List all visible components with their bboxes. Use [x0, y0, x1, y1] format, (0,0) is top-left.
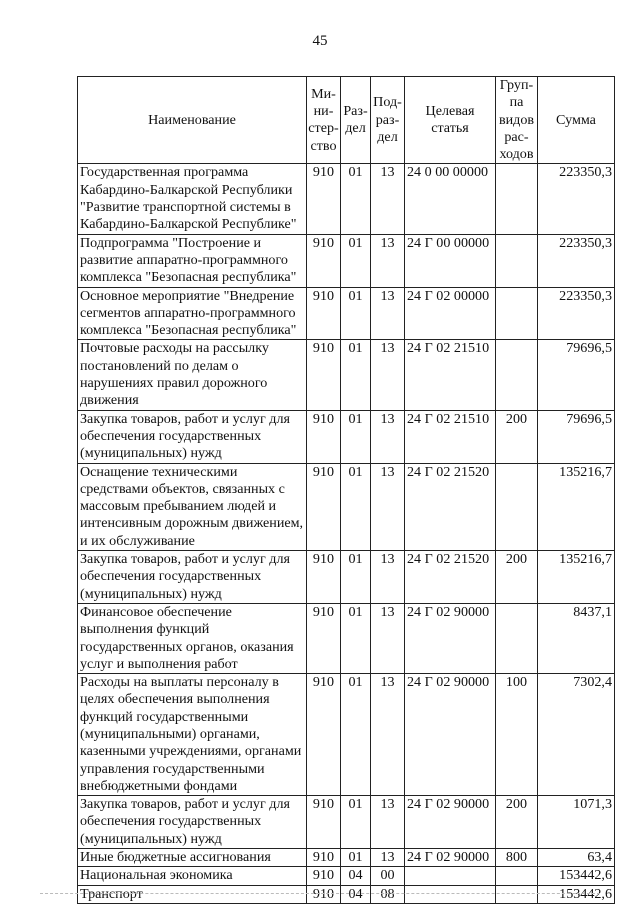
header-group: Груп- па видов рас- ходов [496, 77, 538, 164]
cell-group [496, 463, 538, 550]
table-header-row [78, 77, 615, 164]
header-ministry: Ми- ни- стер- ство [307, 77, 341, 164]
cell-name: Финансовое обеспечение выполнения функций государственных органов, оказания услуг и выполнения работ [78, 603, 307, 673]
cell-subsection: 13 [371, 463, 405, 550]
cell-group [496, 164, 538, 234]
cell-ministry: 910 [307, 234, 341, 287]
cell-target: 24 Г 02 21510 [405, 410, 496, 463]
table-row [78, 849, 615, 867]
cell-section: 01 [341, 340, 371, 410]
table-row [78, 674, 615, 796]
cell-section: 01 [341, 410, 371, 463]
cell-name: Почтовые расходы на рассылку постановлений по делам о нарушениях правил дорожного движения [78, 340, 307, 410]
page-number: 45 [312, 33, 328, 49]
cell-name: Национальная экономика [78, 867, 307, 885]
cell-group: 100 [496, 674, 538, 796]
cell-sum: 79696,5 [538, 410, 615, 463]
cell-ministry: 910 [307, 287, 341, 340]
cell-sum: 135216,7 [538, 551, 615, 604]
table-row [78, 867, 615, 885]
cell-ministry: 910 [307, 340, 341, 410]
cell-section: 01 [341, 463, 371, 550]
cell-name: Расходы на выплаты персоналу в целях обеспечения выполнения функций государственными (муниципальными) органами, казенными учреждениями, органами управления государственными внебюджетными фондами [78, 674, 307, 796]
cell-sum: 135216,7 [538, 463, 615, 550]
cell-ministry: 910 [307, 463, 341, 550]
cell-ministry: 910 [307, 885, 341, 903]
cell-name: Иные бюджетные ассигнования [78, 849, 307, 867]
cell-sum: 63,4 [538, 849, 615, 867]
cell-group: 200 [496, 410, 538, 463]
cell-ministry: 910 [307, 410, 341, 463]
cell-subsection: 13 [371, 551, 405, 604]
cell-sum: 223350,3 [538, 287, 615, 340]
cell-ministry: 910 [307, 849, 341, 867]
cell-subsection: 13 [371, 287, 405, 340]
cell-subsection: 13 [371, 340, 405, 410]
cell-subsection: 13 [371, 234, 405, 287]
cell-subsection: 13 [371, 164, 405, 234]
cell-name: Подпрограмма "Построение и развитие аппаратно-программного комплекса "Безопасная республика" [78, 234, 307, 287]
cell-target: 24 Г 00 00000 [405, 234, 496, 287]
cell-name: Оснащение техническими средствами объектов, связанных с массовым пребыванием людей и интенсивным дорожным движением, и их обслуживание [78, 463, 307, 550]
table-row [78, 463, 615, 550]
cell-name: Закупка товаров, работ и услуг для обеспечения государственных (муниципальных) нужд [78, 410, 307, 463]
table-row [78, 164, 615, 234]
cell-target: 24 Г 02 21510 [405, 340, 496, 410]
scan-edge-line [40, 893, 600, 895]
cell-target: 24 0 00 00000 [405, 164, 496, 234]
cell-sum: 7302,4 [538, 674, 615, 796]
cell-group: 800 [496, 849, 538, 867]
cell-group [496, 867, 538, 885]
cell-name: Закупка товаров, работ и услуг для обеспечения государственных (муниципальных) нужд [78, 551, 307, 604]
table-row [78, 234, 615, 287]
table-row [78, 551, 615, 604]
cell-subsection: 13 [371, 849, 405, 867]
cell-target: 24 Г 02 90000 [405, 603, 496, 673]
cell-subsection: 13 [371, 603, 405, 673]
header-sum: Сумма [538, 77, 615, 164]
cell-name: Государственная программа Кабардино-Балкарской Республики "Развитие транспортной системы в Кабардино-Балкарской Республике" [78, 164, 307, 234]
cell-subsection: 13 [371, 796, 405, 849]
cell-subsection: 13 [371, 410, 405, 463]
cell-sum: 223350,3 [538, 234, 615, 287]
cell-target [405, 867, 496, 885]
cell-section: 01 [341, 603, 371, 673]
cell-sum: 79696,5 [538, 340, 615, 410]
cell-section: 04 [341, 867, 371, 885]
cell-section: 01 [341, 234, 371, 287]
cell-target: 24 Г 02 21520 [405, 463, 496, 550]
cell-ministry: 910 [307, 867, 341, 885]
header-subsection: Под- раз- дел [371, 77, 405, 164]
cell-group [496, 234, 538, 287]
cell-group [496, 340, 538, 410]
cell-name: Закупка товаров, работ и услуг для обеспечения государственных (муниципальных) нужд [78, 796, 307, 849]
cell-subsection: 08 [371, 885, 405, 903]
cell-section: 04 [341, 885, 371, 903]
cell-section: 01 [341, 796, 371, 849]
cell-group: 200 [496, 551, 538, 604]
table-row [78, 410, 615, 463]
cell-sum: 223350,3 [538, 164, 615, 234]
cell-target: 24 Г 02 00000 [405, 287, 496, 340]
cell-sum: 1071,3 [538, 796, 615, 849]
cell-sum: 153442,6 [538, 867, 615, 885]
cell-section: 01 [341, 551, 371, 604]
table-row [78, 340, 615, 410]
header-name: Наименование [78, 77, 307, 164]
table-row [78, 796, 615, 849]
header-section: Раз- дел [341, 77, 371, 164]
header-target: Целевая статья [405, 77, 496, 164]
table-row [78, 603, 615, 673]
table-row [78, 287, 615, 340]
budget-table [77, 76, 615, 904]
cell-section: 01 [341, 164, 371, 234]
cell-ministry: 910 [307, 164, 341, 234]
cell-ministry: 910 [307, 603, 341, 673]
cell-section: 01 [341, 674, 371, 796]
cell-section: 01 [341, 849, 371, 867]
cell-name: Транспорт [78, 885, 307, 903]
cell-ministry: 910 [307, 674, 341, 796]
cell-sum: 153442,6 [538, 885, 615, 903]
cell-name: Основное мероприятие "Внедрение сегментов аппаратно-программного комплекса "Безопасная республика" [78, 287, 307, 340]
cell-target: 24 Г 02 90000 [405, 674, 496, 796]
cell-group [496, 603, 538, 673]
cell-sum: 8437,1 [538, 603, 615, 673]
cell-target: 24 Г 02 90000 [405, 849, 496, 867]
cell-group [496, 287, 538, 340]
cell-subsection: 00 [371, 867, 405, 885]
cell-section: 01 [341, 287, 371, 340]
cell-target: 24 Г 02 90000 [405, 796, 496, 849]
cell-ministry: 910 [307, 551, 341, 604]
cell-ministry: 910 [307, 796, 341, 849]
cell-subsection: 13 [371, 674, 405, 796]
cell-group: 200 [496, 796, 538, 849]
cell-target: 24 Г 02 21520 [405, 551, 496, 604]
